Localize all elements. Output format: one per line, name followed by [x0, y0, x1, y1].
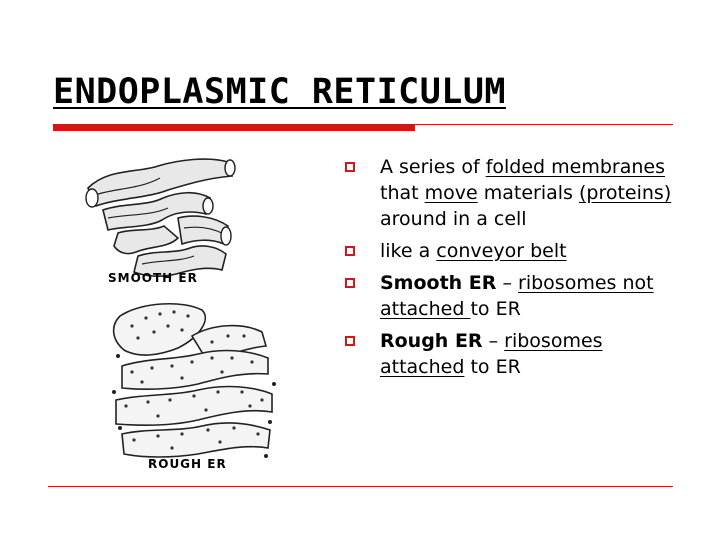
bullet-text: –: [482, 330, 505, 352]
bullet-text: ribosomes not attached: [380, 272, 654, 320]
rough-er-label: ROUGH ER: [148, 457, 227, 471]
bullet-text: ribosomes attached: [380, 330, 603, 378]
bullet-item: [345, 270, 675, 322]
bullet-item: [345, 328, 675, 380]
bullet-text: materials: [477, 182, 579, 204]
bullet-square-icon: [345, 336, 355, 346]
bullet-square-icon: [345, 246, 355, 256]
bullet-item: [345, 154, 675, 232]
rough-er-illustration: [102, 296, 282, 472]
bullet-text: folded membranes: [485, 156, 665, 178]
slide-title: ENDOPLASMIC RETICULUM: [53, 72, 507, 112]
bullet-text: A series of: [380, 156, 486, 178]
bullet-square-icon: [345, 162, 355, 172]
bullet-text: that: [380, 182, 425, 204]
bullet-text: to ER: [464, 356, 521, 378]
title-accent-bar: [53, 124, 415, 131]
bullet-text: around in a cell: [380, 208, 527, 230]
bullet-text: move: [424, 182, 478, 204]
bullet-text: Rough ER: [380, 330, 483, 352]
bullet-list: [345, 154, 675, 386]
bullet-text: conveyor belt: [436, 240, 567, 262]
bullet-square-icon: [345, 278, 355, 288]
smooth-er-illustration: [78, 148, 240, 288]
bottom-divider: [48, 486, 673, 487]
bullet-text: like a: [380, 240, 437, 262]
smooth-er-label: SMOOTH ER: [108, 271, 198, 285]
bullet-text: to ER: [470, 298, 521, 320]
bullet-text: Smooth ER: [380, 272, 497, 294]
bullet-text: (proteins): [578, 182, 672, 204]
bullet-text: –: [496, 272, 519, 294]
bullet-item: [345, 238, 675, 264]
top-divider: [415, 124, 673, 125]
